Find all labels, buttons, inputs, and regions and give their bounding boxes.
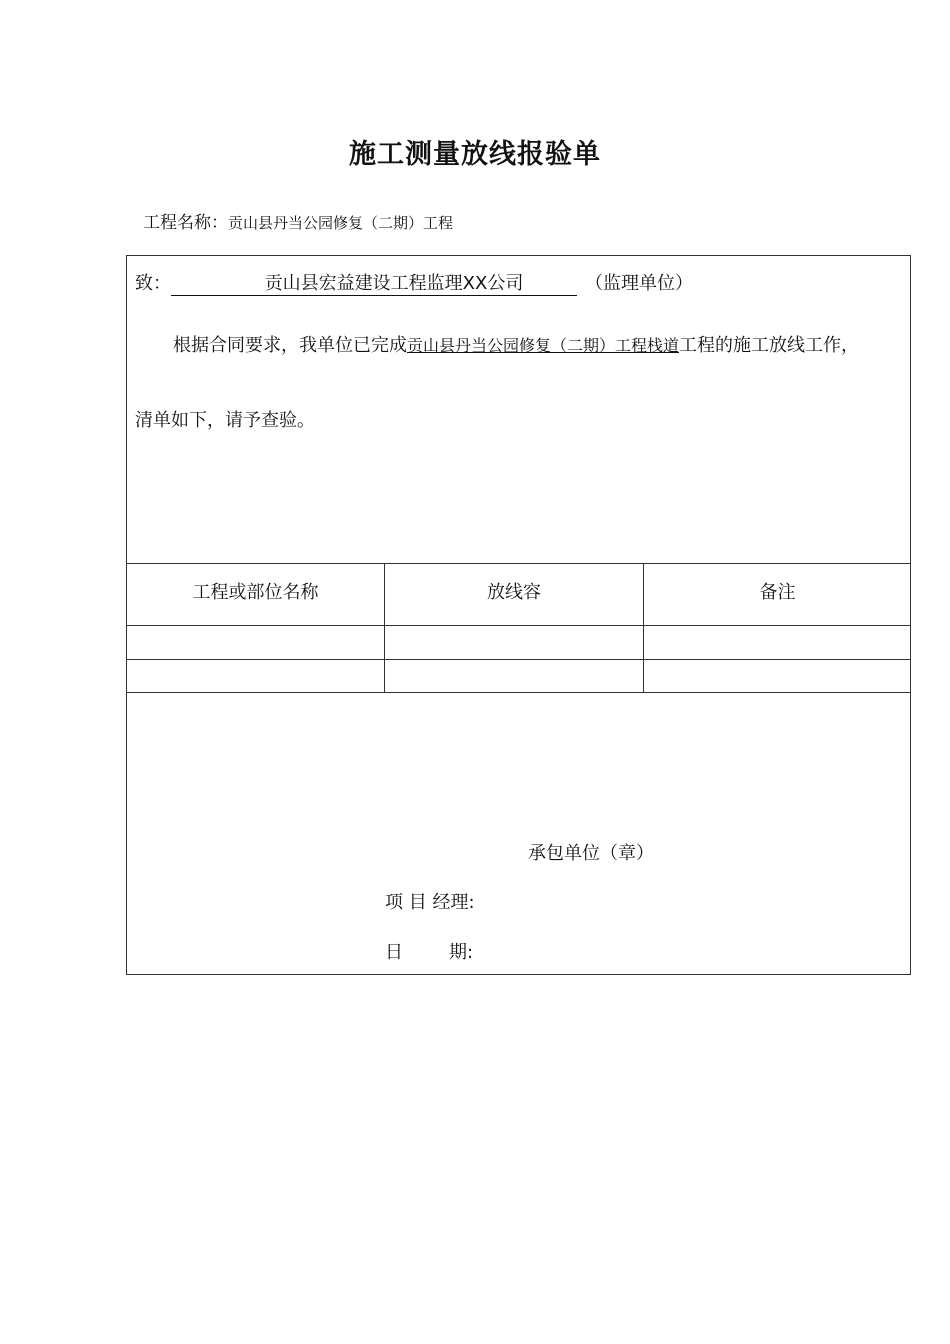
- request-paragraph-line2: 清单如下，请予查验。: [135, 410, 315, 431]
- table-cell[interactable]: [127, 626, 384, 659]
- date-label: [385, 938, 473, 964]
- request-suffix: 工程的施工放线工作，: [679, 335, 860, 356]
- date-label-part: 期:: [449, 942, 474, 963]
- addressee-line: [135, 269, 693, 296]
- request-paragraph: [173, 331, 859, 357]
- table-cell[interactable]: [385, 660, 643, 692]
- table-cell[interactable]: [644, 660, 911, 692]
- contractor-seal-label: 承包单位（章）: [528, 843, 654, 864]
- project-name-value: 贡山县丹当公园修复（二期）工程: [228, 214, 454, 232]
- request-project-field[interactable]: 贡山县丹当公园修复（二期）工程栈道: [407, 336, 680, 355]
- project-name-label: 工程名称：: [143, 213, 228, 233]
- form-frame: [126, 255, 911, 975]
- table-bottom-border: [126, 692, 911, 693]
- addressee-field[interactable]: 贡山县宏益建设工程监理XX公司: [171, 273, 577, 296]
- table-cell[interactable]: [644, 626, 911, 659]
- project-manager-label: 项 目 经理:: [385, 892, 475, 913]
- date-label-part: 日: [385, 942, 403, 963]
- table-header-cell: 工程或部位名称: [192, 582, 319, 603]
- table-cell[interactable]: [127, 660, 384, 692]
- addressee-label: 致：: [135, 273, 171, 294]
- request-prefix: 根据合同要求，我单位已完成: [173, 335, 407, 356]
- table-header-cell: 备注: [759, 582, 796, 603]
- table-top-border: [126, 563, 911, 564]
- document-title: 施工测量放线报验单: [349, 139, 601, 170]
- table-cell[interactable]: [385, 626, 643, 659]
- project-name-line: [143, 208, 453, 233]
- table-header-cell: 放线容: [487, 582, 541, 603]
- addressee-suffix: （监理单位）: [585, 273, 693, 294]
